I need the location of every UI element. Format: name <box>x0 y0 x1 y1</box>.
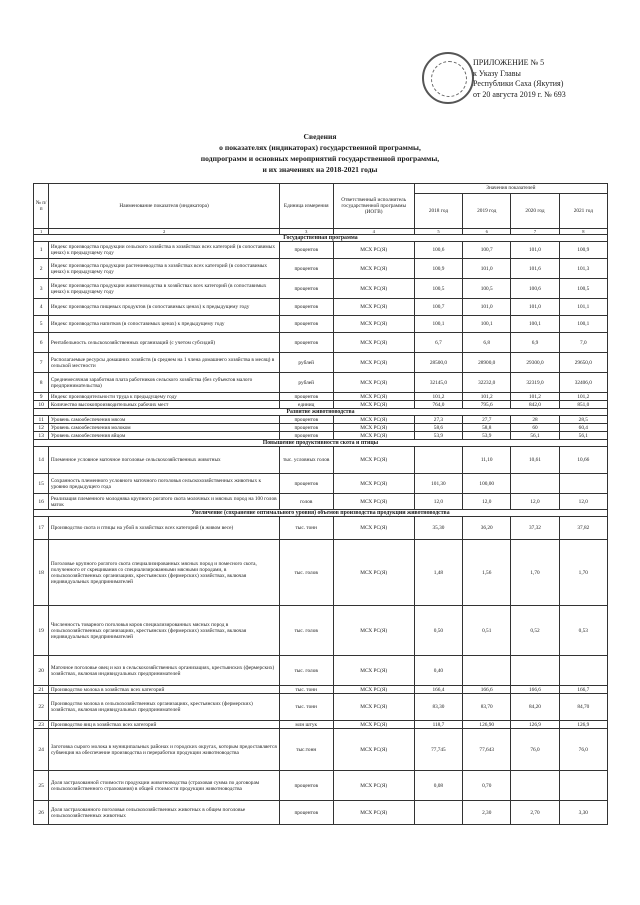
cell-num: 12 <box>34 424 49 432</box>
cell-value-2020: 32319,0 <box>511 373 559 393</box>
cell-value-2019 <box>463 656 511 686</box>
cell-value-2018: 100,5 <box>414 279 462 299</box>
cell-num: 14 <box>34 447 49 474</box>
cell-value-2019: 83,70 <box>463 694 511 721</box>
cell-responsible: МСХ РС(Я) <box>333 299 414 316</box>
cell-indicator-name: Производство яиц в хозяйствах всех категорий <box>49 721 279 729</box>
cell-responsible: МСХ РС(Я) <box>333 447 414 474</box>
cell-num: 16 <box>34 494 49 510</box>
cell-value-2018: 764,0 <box>414 401 462 409</box>
table-row <box>34 656 608 686</box>
header-2020: 2020 год <box>511 194 559 229</box>
section-row <box>34 510 608 517</box>
cell-unit: рублей <box>279 353 333 373</box>
cell-indicator-name: Уровень самообеспечения молоком <box>49 424 279 432</box>
header-2021: 2021 год <box>559 194 607 229</box>
table-row <box>34 432 608 440</box>
cell-indicator-name: Индекс производства пищевых продуктов (в сопоставимых ценах) к предыдущему году <box>49 299 279 316</box>
cell-responsible: МСХ РС(Я) <box>333 771 414 801</box>
cell-value-2020: 76,0 <box>511 729 559 771</box>
cell-value-2018: 100,9 <box>414 259 462 279</box>
cell-value-2019: 101,0 <box>463 299 511 316</box>
cell-value-2019: 101,2 <box>463 393 511 401</box>
cell-value-2020: 37,32 <box>511 517 559 540</box>
cell-unit: процентов <box>279 393 333 401</box>
cell-value-2021: 851,0 <box>559 401 607 409</box>
cell-num: 10 <box>34 401 49 409</box>
cell-unit: млн штук <box>279 721 333 729</box>
cell-num: 3 <box>34 279 49 299</box>
cell-unit: процентов <box>279 416 333 424</box>
cell-unit: процентов <box>279 771 333 801</box>
title-line: Сведения <box>303 132 337 141</box>
cell-indicator-name: Уровень самообеспечения мясом <box>49 416 279 424</box>
table-row <box>34 540 608 606</box>
cell-num: 25 <box>34 771 49 801</box>
col-index: 2 <box>49 229 279 235</box>
stamp-line: к Указу Главы <box>473 68 521 78</box>
cell-indicator-name: Реализация племенного молодняка крупного рогатого скота молочных и мясных пород на 100 голов маток <box>49 494 279 510</box>
table-body <box>34 235 608 825</box>
cell-value-2021: 0,53 <box>559 606 607 656</box>
cell-value-2018: 0,08 <box>414 771 462 801</box>
cell-value-2020: 100,6 <box>511 279 559 299</box>
cell-value-2019: 100,00 <box>463 474 511 494</box>
table-row <box>34 517 608 540</box>
cell-indicator-name: Племенное условное маточное поголовье сельскохозяйственных животных <box>49 447 279 474</box>
cell-unit: тыс. условных голов <box>279 447 333 474</box>
cell-value-2019: 0,51 <box>463 606 511 656</box>
cell-indicator-name: Уровень самообеспечения яйцом <box>49 432 279 440</box>
table-row <box>34 259 608 279</box>
header-name: Наименование показателя (индикатора) <box>49 184 279 229</box>
cell-unit: тыс. голов <box>279 606 333 656</box>
cell-num: 8 <box>34 373 49 393</box>
section-title: Увеличение (сохранение оптимального уровня) объемов производства продукции животноводства <box>34 510 608 517</box>
cell-value-2021 <box>559 474 607 494</box>
document-title <box>120 131 520 175</box>
table-row <box>34 474 608 494</box>
table-row <box>34 316 608 333</box>
cell-value-2021 <box>559 656 607 686</box>
cell-responsible: МСХ РС(Я) <box>333 242 414 259</box>
header-unit: Единица измерения <box>279 184 333 229</box>
cell-value-2019: 27,7 <box>463 416 511 424</box>
table-row <box>34 606 608 656</box>
cell-value-2021: 101,3 <box>559 259 607 279</box>
cell-responsible: МСХ РС(Я) <box>333 694 414 721</box>
cell-value-2019: 100,7 <box>463 242 511 259</box>
title-line: подпрограмм и основных мероприятий государственной программы, <box>200 154 440 163</box>
cell-responsible: МСХ РС(Я) <box>333 401 414 409</box>
section-title: Государственная программа <box>34 235 608 242</box>
cell-value-2020: 12,0 <box>511 494 559 510</box>
cell-unit: голов <box>279 494 333 510</box>
table-row <box>34 373 608 393</box>
cell-value-2019: 6,8 <box>463 333 511 353</box>
cell-value-2021: 1,70 <box>559 540 607 606</box>
cell-value-2019: 1,56 <box>463 540 511 606</box>
cell-value-2018: 100,7 <box>414 299 462 316</box>
cell-value-2020: 60 <box>511 424 559 432</box>
col-index: 4 <box>333 229 414 235</box>
cell-responsible: МСХ РС(Я) <box>333 259 414 279</box>
cell-num: 11 <box>34 416 49 424</box>
table-row <box>34 353 608 373</box>
cell-value-2021: 32406,0 <box>559 373 607 393</box>
table-row <box>34 801 608 825</box>
cell-responsible: МСХ РС(Я) <box>333 333 414 353</box>
col-index: 8 <box>559 229 607 235</box>
cell-value-2018: 166,4 <box>414 686 462 694</box>
cell-responsible: МСХ РС(Я) <box>333 316 414 333</box>
table-row <box>34 299 608 316</box>
cell-value-2020: 2,70 <box>511 801 559 825</box>
table-row <box>34 242 608 259</box>
col-index: 3 <box>279 229 333 235</box>
table-row <box>34 416 608 424</box>
cell-value-2021: 100,5 <box>559 279 607 299</box>
cell-value-2020: 842,0 <box>511 401 559 409</box>
cell-responsible: МСХ РС(Я) <box>333 424 414 432</box>
cell-responsible: МСХ РС(Я) <box>333 416 414 424</box>
table-row <box>34 694 608 721</box>
cell-value-2020 <box>511 656 559 686</box>
cell-value-2020: 10,61 <box>511 447 559 474</box>
indicators-table <box>33 183 608 825</box>
table-row <box>34 333 608 353</box>
cell-value-2018: 77,745 <box>414 729 462 771</box>
cell-value-2020: 101,0 <box>511 299 559 316</box>
cell-unit: процентов <box>279 333 333 353</box>
cell-value-2019: 100,1 <box>463 316 511 333</box>
table-row <box>34 494 608 510</box>
cell-value-2020: 6,9 <box>511 333 559 353</box>
cell-unit: тыс. голов <box>279 540 333 606</box>
cell-responsible: МСХ РС(Я) <box>333 279 414 299</box>
cell-num: 15 <box>34 474 49 494</box>
cell-responsible: МСХ РС(Я) <box>333 801 414 825</box>
cell-responsible: МСХ РС(Я) <box>333 540 414 606</box>
cell-value-2019: 126,90 <box>463 721 511 729</box>
cell-responsible: МСХ РС(Я) <box>333 494 414 510</box>
cell-value-2020: 126,9 <box>511 721 559 729</box>
cell-value-2021: 10,66 <box>559 447 607 474</box>
cell-value-2018: 0,50 <box>414 606 462 656</box>
cell-num: 1 <box>34 242 49 259</box>
title-line: и их значениях на 2018-2021 годы <box>262 165 378 174</box>
cell-value-2020: 101,6 <box>511 259 559 279</box>
header-num: № п/п <box>34 184 49 229</box>
cell-indicator-name: Индекс производительности труда к предыдущему году <box>49 393 279 401</box>
cell-value-2021 <box>559 771 607 801</box>
col-index: 7 <box>511 229 559 235</box>
cell-value-2021: 100,9 <box>559 242 607 259</box>
cell-responsible: МСХ РС(Я) <box>333 721 414 729</box>
cell-responsible: МСХ РС(Я) <box>333 729 414 771</box>
table-row <box>34 686 608 694</box>
table-row <box>34 771 608 801</box>
cell-value-2021: 126,9 <box>559 721 607 729</box>
cell-value-2021: 101,1 <box>559 299 607 316</box>
stamp-line: от 20 августа 2019 г. № 693 <box>473 89 566 99</box>
cell-unit: единиц <box>279 401 333 409</box>
cell-num: 6 <box>34 333 49 353</box>
col-index: 1 <box>34 229 49 235</box>
cell-indicator-name: Численность товарного поголовья коров специализированных мясных пород в сельскохозяйственных организациях, крестьянских (фермерских) хозяйствах, включая индивидуальных предпринимателей <box>49 606 279 656</box>
cell-value-2018: 1,48 <box>414 540 462 606</box>
header-values: Значения показателей <box>414 184 607 194</box>
cell-unit: тыс. тонн <box>279 686 333 694</box>
stamp-line: Республики Саха (Якутия) <box>473 79 564 88</box>
cell-indicator-name: Среднемесячная заработная плата работников сельского хозяйства (без субъектов малого предпринимательства) <box>49 373 279 393</box>
cell-num: 17 <box>34 517 49 540</box>
cell-unit: процентов <box>279 299 333 316</box>
cell-unit: процентов <box>279 242 333 259</box>
cell-indicator-name: Располагаемые ресурсы домашних хозяйств (в среднем на 1 члена домашнего хозяйства в месяц) в сельской местности <box>49 353 279 373</box>
cell-value-2019: 2,30 <box>463 801 511 825</box>
cell-value-2018: 28500,0 <box>414 353 462 373</box>
cell-responsible: МСХ РС(Я) <box>333 517 414 540</box>
cell-value-2019: 795,6 <box>463 401 511 409</box>
cell-value-2018 <box>414 447 462 474</box>
cell-indicator-name: Доля застрахованного поголовья сельскохозяйственных животных в общем поголовье сельскохозяйственных животных <box>49 801 279 825</box>
cell-value-2021: 76,0 <box>559 729 607 771</box>
cell-indicator-name: Производство молока в хозяйствах всех категорий <box>49 686 279 694</box>
cell-value-2020: 56,1 <box>511 432 559 440</box>
cell-num: 23 <box>34 721 49 729</box>
cell-value-2021: 166,7 <box>559 686 607 694</box>
section-row <box>34 409 608 416</box>
cell-value-2018 <box>414 801 462 825</box>
cell-value-2018: 27,3 <box>414 416 462 424</box>
cell-value-2018: 100,1 <box>414 316 462 333</box>
cell-value-2018: 0,40 <box>414 656 462 686</box>
cell-value-2019: 53,9 <box>463 432 511 440</box>
section-title: Развитие животноводства <box>34 409 608 416</box>
cell-value-2021: 29650,0 <box>559 353 607 373</box>
cell-value-2020: 0,52 <box>511 606 559 656</box>
cell-value-2021: 60,4 <box>559 424 607 432</box>
cell-responsible: МСХ РС(Я) <box>333 432 414 440</box>
cell-value-2019: 100,5 <box>463 279 511 299</box>
cell-unit: процентов <box>279 279 333 299</box>
cell-responsible: МСХ РС(Я) <box>333 353 414 373</box>
cell-indicator-name: Рентабельность сельскохозяйственных организаций (с учетом субсидий) <box>49 333 279 353</box>
cell-value-2018: 6,7 <box>414 333 462 353</box>
cell-value-2019: 11,10 <box>463 447 511 474</box>
cell-responsible: МСХ РС(Я) <box>333 686 414 694</box>
cell-value-2021: 84,70 <box>559 694 607 721</box>
cell-num: 4 <box>34 299 49 316</box>
approval-stamp <box>473 58 633 100</box>
cell-value-2021: 3,30 <box>559 801 607 825</box>
cell-value-2018: 53,9 <box>414 432 462 440</box>
cell-indicator-name: Производство молока в сельскохозяйственных организациях, крестьянских (фермерских) хозяйствах, включая индивидуальных предпринимателей <box>49 694 279 721</box>
cell-value-2019: 36,20 <box>463 517 511 540</box>
cell-value-2019: 28900,0 <box>463 353 511 373</box>
cell-num: 9 <box>34 393 49 401</box>
cell-value-2020 <box>511 771 559 801</box>
cell-value-2018: 35,30 <box>414 517 462 540</box>
table-row <box>34 729 608 771</box>
cell-value-2018: 101,2 <box>414 393 462 401</box>
section-row <box>34 235 608 242</box>
official-seal <box>422 52 474 104</box>
cell-num: 20 <box>34 656 49 686</box>
cell-value-2020: 29300,0 <box>511 353 559 373</box>
section-row <box>34 440 608 447</box>
table-row <box>34 447 608 474</box>
cell-num: 22 <box>34 694 49 721</box>
cell-value-2019: 166,6 <box>463 686 511 694</box>
cell-value-2021: 100,1 <box>559 316 607 333</box>
cell-value-2021: 12,0 <box>559 494 607 510</box>
cell-indicator-name: Сохранность племенного условного маточного поголовья сельскохозяйственных животных к уровню предыдущего года <box>49 474 279 494</box>
cell-num: 26 <box>34 801 49 825</box>
cell-indicator-name: Заготовка сырого молока в муниципальных районах и городских округах, которым предоставляется субвенция на обеспечение производства и переработки продукции животноводства <box>49 729 279 771</box>
cell-indicator-name: Производство скота и птицы на убой в хозяйствах всех категорий (в живом весе) <box>49 517 279 540</box>
table-row <box>34 721 608 729</box>
cell-value-2019: 77,643 <box>463 729 511 771</box>
cell-value-2018: 101,30 <box>414 474 462 494</box>
cell-responsible: МСХ РС(Я) <box>333 393 414 401</box>
cell-value-2018: 83,30 <box>414 694 462 721</box>
cell-num: 19 <box>34 606 49 656</box>
cell-value-2020: 101,2 <box>511 393 559 401</box>
cell-value-2018: 32145,0 <box>414 373 462 393</box>
cell-responsible: МСХ РС(Я) <box>333 606 414 656</box>
table-row <box>34 393 608 401</box>
cell-unit: тыс. тонн <box>279 517 333 540</box>
header-responsible: Ответственный исполнитель государственной программы (ИОГВ) <box>333 184 414 229</box>
cell-value-2018: 100,6 <box>414 242 462 259</box>
col-index: 5 <box>414 229 462 235</box>
cell-num: 24 <box>34 729 49 771</box>
cell-value-2020: 166,6 <box>511 686 559 694</box>
cell-indicator-name: Поголовье крупного рогатого скота специализированных мясных пород и помесного скота, полученного от скрещивания со специализированными мясными породами, в сельскохозяйственных организациях, крестьянских (фермерских) хозяйствах, включая индивидуальных предпринимателей <box>49 540 279 606</box>
title-line: о показателях (индикаторах) государственной программы, <box>219 143 421 152</box>
cell-indicator-name: Индекс производства продукции животноводства в хозяйствах всех категорий (в сопоставимых ценах) к предыдущему году <box>49 279 279 299</box>
cell-indicator-name: Индекс производства продукции растениеводства в хозяйствах всех категорий (в сопоставимых ценах) к предыдущему году <box>49 259 279 279</box>
cell-unit: процентов <box>279 424 333 432</box>
cell-value-2020: 1,70 <box>511 540 559 606</box>
cell-indicator-name: Индекс производства продукции сельского хозяйства в хозяйствах всех категорий (в сопоставимых ценах) к предыдущему году <box>49 242 279 259</box>
stamp-line: ПРИЛОЖЕНИЕ № 5 <box>473 58 545 67</box>
cell-unit: тыс. тонн <box>279 694 333 721</box>
header-2019: 2019 год <box>463 194 511 229</box>
cell-value-2021: 56,1 <box>559 432 607 440</box>
cell-indicator-name: Количество высокопроизводительных рабочих мест <box>49 401 279 409</box>
cell-value-2020 <box>511 474 559 494</box>
cell-value-2019: 12,0 <box>463 494 511 510</box>
cell-value-2018: 12,0 <box>414 494 462 510</box>
cell-value-2019: 32232,0 <box>463 373 511 393</box>
cell-num: 2 <box>34 259 49 279</box>
cell-responsible: МСХ РС(Я) <box>333 474 414 494</box>
cell-unit: процентов <box>279 316 333 333</box>
cell-value-2020: 84,20 <box>511 694 559 721</box>
cell-value-2019: 0,70 <box>463 771 511 801</box>
cell-value-2019: 101,0 <box>463 259 511 279</box>
cell-value-2021: 101,2 <box>559 393 607 401</box>
cell-value-2020: 101,0 <box>511 242 559 259</box>
cell-indicator-name: Индекс производства напитков (в сопоставимых ценах) к предыдущему году <box>49 316 279 333</box>
cell-responsible: МСХ РС(Я) <box>333 373 414 393</box>
cell-value-2018: 58,6 <box>414 424 462 432</box>
cell-unit: процентов <box>279 432 333 440</box>
table-row <box>34 401 608 409</box>
cell-indicator-name: Доля застрахованной стоимости продукции животноводства (страховая сумма по договорам сельскохозяйственного страхования) в общей стоимости продукции животноводства <box>49 771 279 801</box>
table-row <box>34 279 608 299</box>
cell-indicator-name: Маточное поголовье овец и коз в сельскохозяйственных организациях, крестьянских (фермерских) хозяйствах, включая индивидуальных предпринимателей <box>49 656 279 686</box>
cell-num: 13 <box>34 432 49 440</box>
cell-value-2019: 58,8 <box>463 424 511 432</box>
cell-responsible: МСХ РС(Я) <box>333 656 414 686</box>
cell-value-2018: 118,7 <box>414 721 462 729</box>
header-2018: 2018 год <box>414 194 462 229</box>
table-row <box>34 424 608 432</box>
cell-num: 5 <box>34 316 49 333</box>
cell-unit: рублей <box>279 373 333 393</box>
cell-unit: процентов <box>279 259 333 279</box>
cell-num: 21 <box>34 686 49 694</box>
cell-num: 7 <box>34 353 49 373</box>
col-index: 6 <box>463 229 511 235</box>
cell-unit: процентов <box>279 474 333 494</box>
cell-value-2021: 28,5 <box>559 416 607 424</box>
cell-num: 18 <box>34 540 49 606</box>
cell-unit: тыс. голов <box>279 656 333 686</box>
section-title: Повышение продуктивности скота и птицы <box>34 440 608 447</box>
cell-unit: тыс.тонн <box>279 729 333 771</box>
cell-value-2021: 37,82 <box>559 517 607 540</box>
cell-unit: процентов <box>279 801 333 825</box>
cell-value-2020: 100,1 <box>511 316 559 333</box>
cell-value-2020: 28 <box>511 416 559 424</box>
cell-value-2021: 7,0 <box>559 333 607 353</box>
